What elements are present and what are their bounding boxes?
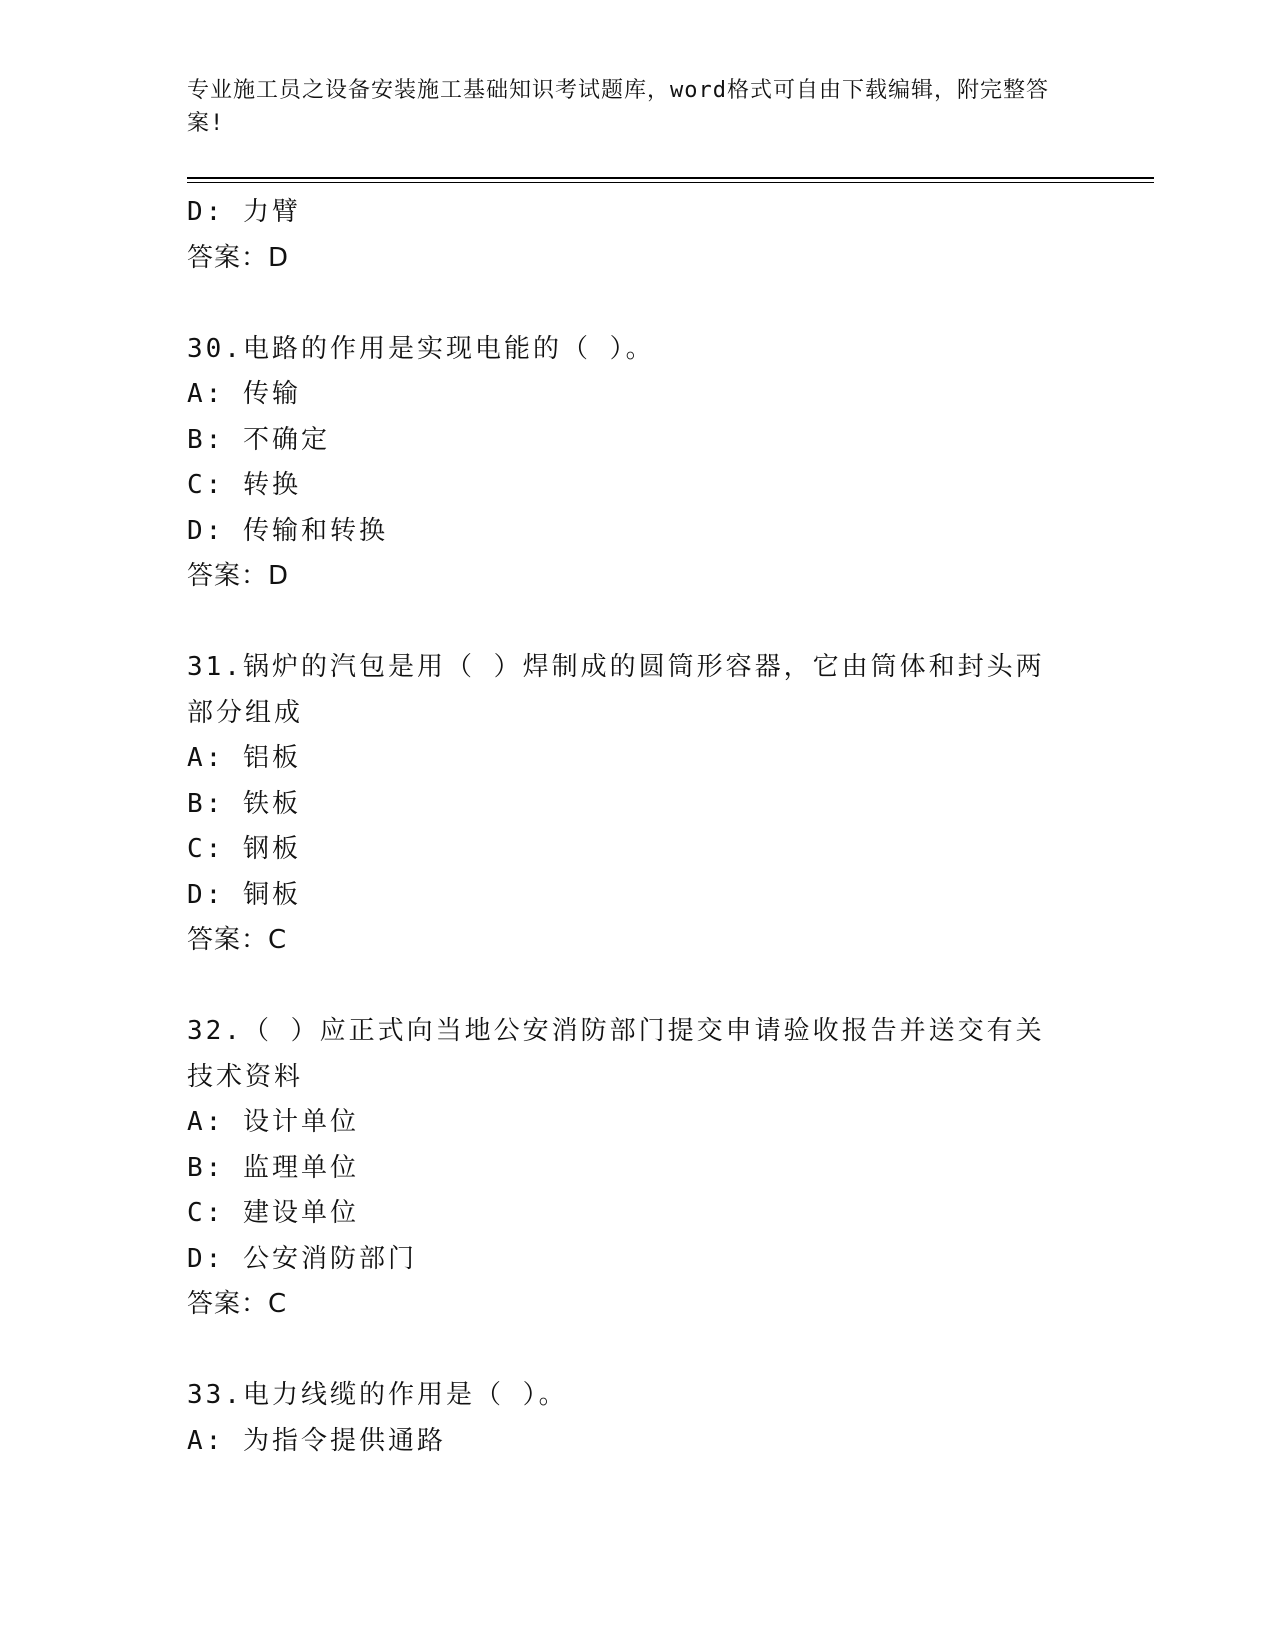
option-d: D: 力臂: [187, 197, 301, 227]
option-d: D: 铜板: [187, 879, 301, 910]
answer: 答案：C: [187, 1289, 288, 1319]
option-b: B: 铁板: [187, 788, 301, 819]
header-rule-thin: [187, 182, 1154, 183]
question-stem: 33.电力线缆的作用是（ ）。: [187, 1380, 568, 1410]
option-a: A: 传输: [187, 379, 301, 409]
answer: 答案：D: [187, 561, 290, 591]
option-b: B: 监理单位: [187, 1152, 359, 1183]
question-stem: 32.（ ）应正式向当地公安消防部门提交申请验收报告并送交有关技术资料: [187, 1016, 1045, 1092]
option-c: C: 建设单位: [187, 1198, 359, 1228]
option-d: D: 公安消防部门: [187, 1243, 417, 1274]
question-stem: 30.电路的作用是实现电能的（ ）。: [187, 333, 655, 364]
question-31: [187, 645, 1067, 964]
answer: 答案：D: [187, 242, 290, 273]
option-c: C: 转换: [187, 470, 301, 500]
option-a: A: 设计单位: [187, 1107, 359, 1137]
spacer: [187, 281, 1067, 327]
answer: 答案：C: [187, 925, 288, 955]
header-rule-thick: [187, 177, 1154, 179]
question-content: [187, 190, 1067, 1464]
option-d: D: 传输和转换: [187, 515, 388, 546]
spacer: [187, 964, 1067, 1010]
question-32: [187, 1009, 1067, 1328]
option-c: C: 钢板: [187, 834, 301, 864]
question-stem: 31.锅炉的汽包是用（ ）焊制成的圆筒形容器，它由筒体和封头两部分组成: [187, 652, 1045, 728]
spacer: [187, 600, 1067, 646]
page-header: 专业施工员之设备安装施工基础知识考试题库，word格式可自由下载编辑，附完整答案!: [187, 78, 1049, 136]
option-b: B: 不确定: [187, 424, 330, 455]
spacer: [187, 1328, 1067, 1374]
option-a: A: 为指令提供通路: [187, 1425, 446, 1456]
question-30: [187, 327, 1067, 600]
question-fragment: [187, 190, 1067, 281]
question-33: [187, 1373, 1067, 1464]
option-a: A: 铝板: [187, 743, 301, 773]
